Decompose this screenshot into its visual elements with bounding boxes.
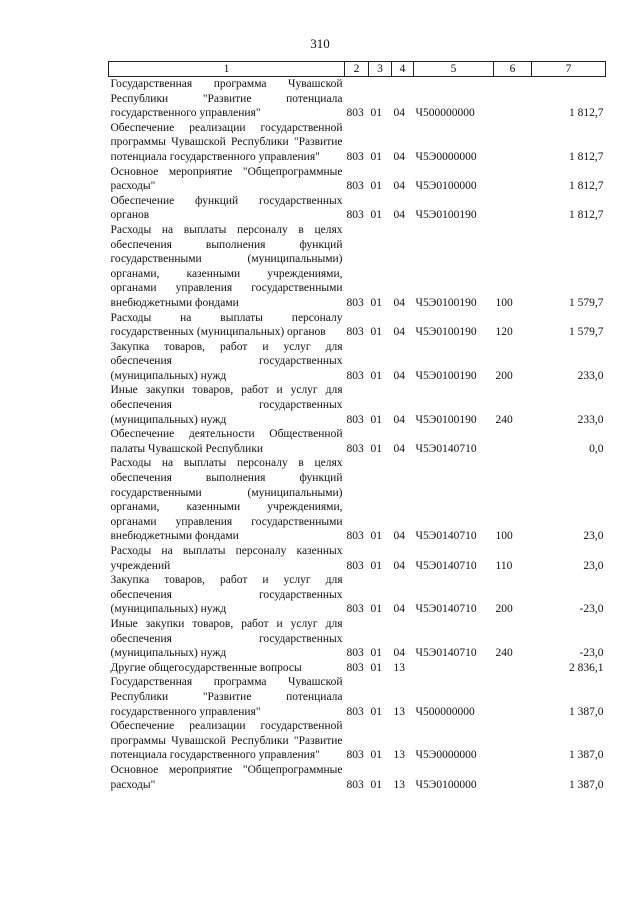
expense-type-cell	[494, 194, 532, 223]
target-article-cell: Ч5Э0140710	[415, 442, 477, 455]
ministry-code-cell: 803	[346, 209, 364, 222]
subsection-cell: 04	[393, 603, 405, 616]
table-row	[109, 719, 606, 763]
expense-type-cell: 200	[495, 369, 513, 382]
row-name-cell: Обеспечение деятельности Общественной палаты Чувашской Республики	[110, 428, 343, 455]
row-name-cell: Закупка товаров, работ и услуг для обеспечения государственных (муниципальных) нужд	[110, 574, 343, 616]
target-article-cell: Ч5Э0100190	[415, 209, 477, 222]
subsection-cell: 13	[393, 661, 405, 674]
amount-cell: 2 836,1	[569, 661, 604, 674]
amount-cell: -23,0	[579, 603, 604, 616]
ministry-code-cell: 803	[346, 326, 364, 339]
ministry-code-cell: 803	[346, 530, 364, 543]
target-article-cell: Ч5Э0100190	[415, 413, 477, 426]
amount-cell: 1 812,7	[569, 180, 604, 193]
amount-cell: 233,0	[577, 413, 604, 426]
subsection-cell: 04	[393, 369, 405, 382]
table-row	[109, 121, 606, 165]
section-cell: 01	[370, 369, 382, 382]
amount-cell: 1 812,7	[569, 150, 604, 163]
ministry-code-cell: 803	[346, 413, 364, 426]
expense-type-cell: 100	[495, 530, 513, 543]
table-row	[109, 573, 606, 617]
section-cell: 01	[370, 442, 382, 455]
subsection-cell: 13	[393, 749, 405, 762]
subsection-cell: 04	[393, 647, 405, 660]
table-row	[109, 165, 606, 194]
section-cell: 01	[370, 647, 382, 660]
target-article-cell: Ч5Э0140710	[415, 530, 477, 543]
expense-type-cell: 240	[495, 413, 513, 426]
row-name-cell: Обеспечение реализации государственной программы Чувашской Республики "Развитие потенциала государственного управления"	[110, 720, 343, 762]
table-row	[109, 194, 606, 223]
table-row	[109, 77, 606, 121]
table-row	[109, 544, 606, 573]
expense-type-cell	[494, 77, 532, 121]
section-cell: 01	[370, 150, 382, 163]
page-number: 310	[310, 36, 330, 51]
amount-cell: 1 387,0	[569, 778, 604, 791]
column-header: 4	[392, 62, 414, 77]
amount-cell: 1 812,7	[569, 209, 604, 222]
subsection-cell: 04	[393, 209, 405, 222]
table-row	[109, 675, 606, 719]
section-cell: 01	[370, 209, 382, 222]
ministry-code-cell: 803	[346, 603, 364, 616]
expense-type-cell	[494, 427, 532, 456]
target-article-cell: Ч5Э0100190	[415, 369, 477, 382]
target-article-cell: Ч5Э0100190	[415, 326, 477, 339]
column-header: 1	[109, 62, 345, 77]
subsection-cell: 13	[393, 705, 405, 718]
row-name-cell: Обеспечение функций государственных органов	[110, 194, 343, 222]
amount-cell: 233,0	[577, 369, 604, 382]
column-header: 2	[345, 62, 369, 77]
row-name-cell: Обеспечение реализации государственной программы Чувашской Республики "Развитие потенциала государственного управления"	[110, 121, 343, 163]
table-row	[109, 617, 606, 661]
section-cell: 01	[370, 661, 382, 674]
amount-cell: 1 387,0	[569, 749, 604, 762]
table-row	[109, 661, 606, 676]
amount-cell: 1 579,7	[569, 296, 604, 309]
target-article-cell: Ч5Э0000000	[415, 150, 477, 163]
ministry-code-cell: 803	[346, 559, 364, 572]
target-article-cell: Ч5Э0140710	[415, 647, 477, 660]
row-name-cell: Расходы на выплаты персоналу в целях обеспечения выполнения функций государственными (муниципальными) органами, казенными учреждениями, органами управления государственными внебюджетными фондами	[110, 457, 343, 543]
subsection-cell: 04	[393, 326, 405, 339]
amount-cell: 1 812,7	[569, 107, 604, 120]
table-row	[109, 456, 606, 544]
ministry-code-cell: 803	[346, 180, 364, 193]
section-cell: 01	[370, 326, 382, 339]
table-row	[109, 223, 606, 311]
subsection-cell: 04	[393, 530, 405, 543]
subsection-cell: 04	[393, 296, 405, 309]
section-cell: 01	[370, 530, 382, 543]
target-article-cell: Ч5Э0100000	[415, 180, 477, 193]
subsection-cell: 04	[393, 413, 405, 426]
row-name-cell: Расходы на выплаты персоналу казенных учреждений	[110, 545, 343, 572]
subsection-cell: 13	[393, 778, 405, 791]
expense-type-cell	[494, 661, 532, 676]
amount-cell: 0,0	[589, 442, 604, 455]
section-cell: 01	[370, 705, 382, 718]
ministry-code-cell: 803	[346, 150, 364, 163]
section-cell: 01	[370, 778, 382, 791]
row-name-cell: Иные закупки товаров, работ и услуг для обеспечения государственных (муниципальных) нужд	[110, 617, 343, 660]
expense-type-cell: 110	[495, 559, 513, 572]
amount-cell: 23,0	[583, 559, 604, 572]
target-article-cell: Ч5Э0000000	[415, 749, 477, 762]
column-header: 3	[369, 62, 392, 77]
amount-cell: 1 579,7	[569, 326, 604, 339]
column-header: 5	[414, 62, 494, 77]
subsection-cell: 04	[393, 107, 405, 120]
ministry-code-cell: 803	[346, 647, 364, 660]
ministry-code-cell: 803	[346, 749, 364, 762]
header-row	[109, 62, 606, 77]
section-cell: 01	[370, 603, 382, 616]
row-name-cell: Другие общегосударственные вопросы	[110, 661, 302, 674]
section-cell: 01	[370, 749, 382, 762]
row-name-cell: Государственная программа Чувашской Республики "Развитие потенциала государственного управления"	[110, 676, 343, 718]
ministry-code-cell: 803	[346, 296, 364, 309]
table-row	[109, 311, 606, 340]
target-article-cell: Ч5Э0100190	[415, 296, 477, 309]
expense-type-cell: 100	[495, 296, 513, 309]
ministry-code-cell: 803	[346, 778, 364, 791]
ministry-code-cell: 803	[346, 661, 364, 674]
row-name-cell: Основное мероприятие "Общепрограммные расходы"	[110, 165, 343, 193]
expense-type-cell: 120	[495, 326, 513, 339]
target-article-cell	[414, 661, 494, 676]
target-article-cell: Ч5Э0140710	[415, 559, 477, 572]
ministry-code-cell: 803	[346, 107, 364, 120]
subsection-cell: 04	[393, 150, 405, 163]
expense-type-cell	[494, 121, 532, 165]
budget-table	[108, 61, 606, 792]
expense-type-cell: 240	[495, 647, 513, 660]
section-cell: 01	[370, 180, 382, 193]
row-name-cell: Государственная программа Чувашской Республики "Развитие потенциала государственного управления"	[110, 78, 343, 120]
table-row	[109, 763, 606, 792]
expense-type-cell	[494, 763, 532, 792]
table-row	[109, 383, 606, 427]
row-name-cell: Иные закупки товаров, работ и услуг для обеспечения государственных (муниципальных) нужд	[110, 384, 343, 426]
target-article-cell: Ч5Э0140710	[415, 603, 477, 616]
table-row	[109, 427, 606, 456]
section-cell: 01	[370, 413, 382, 426]
subsection-cell: 04	[393, 442, 405, 455]
ministry-code-cell: 803	[346, 442, 364, 455]
row-name-cell: Закупка товаров, работ и услуг для обеспечения государственных (муниципальных) нужд	[110, 340, 343, 382]
amount-cell: 23,0	[583, 530, 604, 543]
expense-type-cell	[494, 165, 532, 194]
subsection-cell: 04	[393, 180, 405, 193]
target-article-cell: Ч500000000	[415, 107, 475, 120]
column-header: 6	[494, 62, 532, 77]
column-header: 7	[532, 62, 606, 77]
amount-cell: -23,0	[579, 647, 604, 660]
expense-type-cell	[494, 675, 532, 719]
ministry-code-cell: 803	[346, 369, 364, 382]
target-article-cell: Ч5Э0100000	[415, 778, 477, 791]
ministry-code-cell: 803	[346, 705, 364, 718]
expense-type-cell	[494, 719, 532, 763]
expense-type-cell: 200	[495, 603, 513, 616]
subsection-cell: 04	[393, 559, 405, 572]
section-cell: 01	[370, 107, 382, 120]
table-row	[109, 340, 606, 384]
section-cell: 01	[370, 559, 382, 572]
amount-cell: 1 387,0	[569, 705, 604, 718]
row-name-cell: Расходы на выплаты персоналу государственных (муниципальных) органов	[110, 311, 343, 339]
section-cell: 01	[370, 296, 382, 309]
row-name-cell: Основное мероприятие "Общепрограммные расходы"	[110, 763, 343, 791]
row-name-cell: Расходы на выплаты персоналу в целях обеспечения выполнения функций государственными (муниципальными) органами, казенными учреждениями, органами управления государственными внебюджетными фондами	[110, 223, 343, 309]
target-article-cell: Ч500000000	[415, 705, 475, 718]
